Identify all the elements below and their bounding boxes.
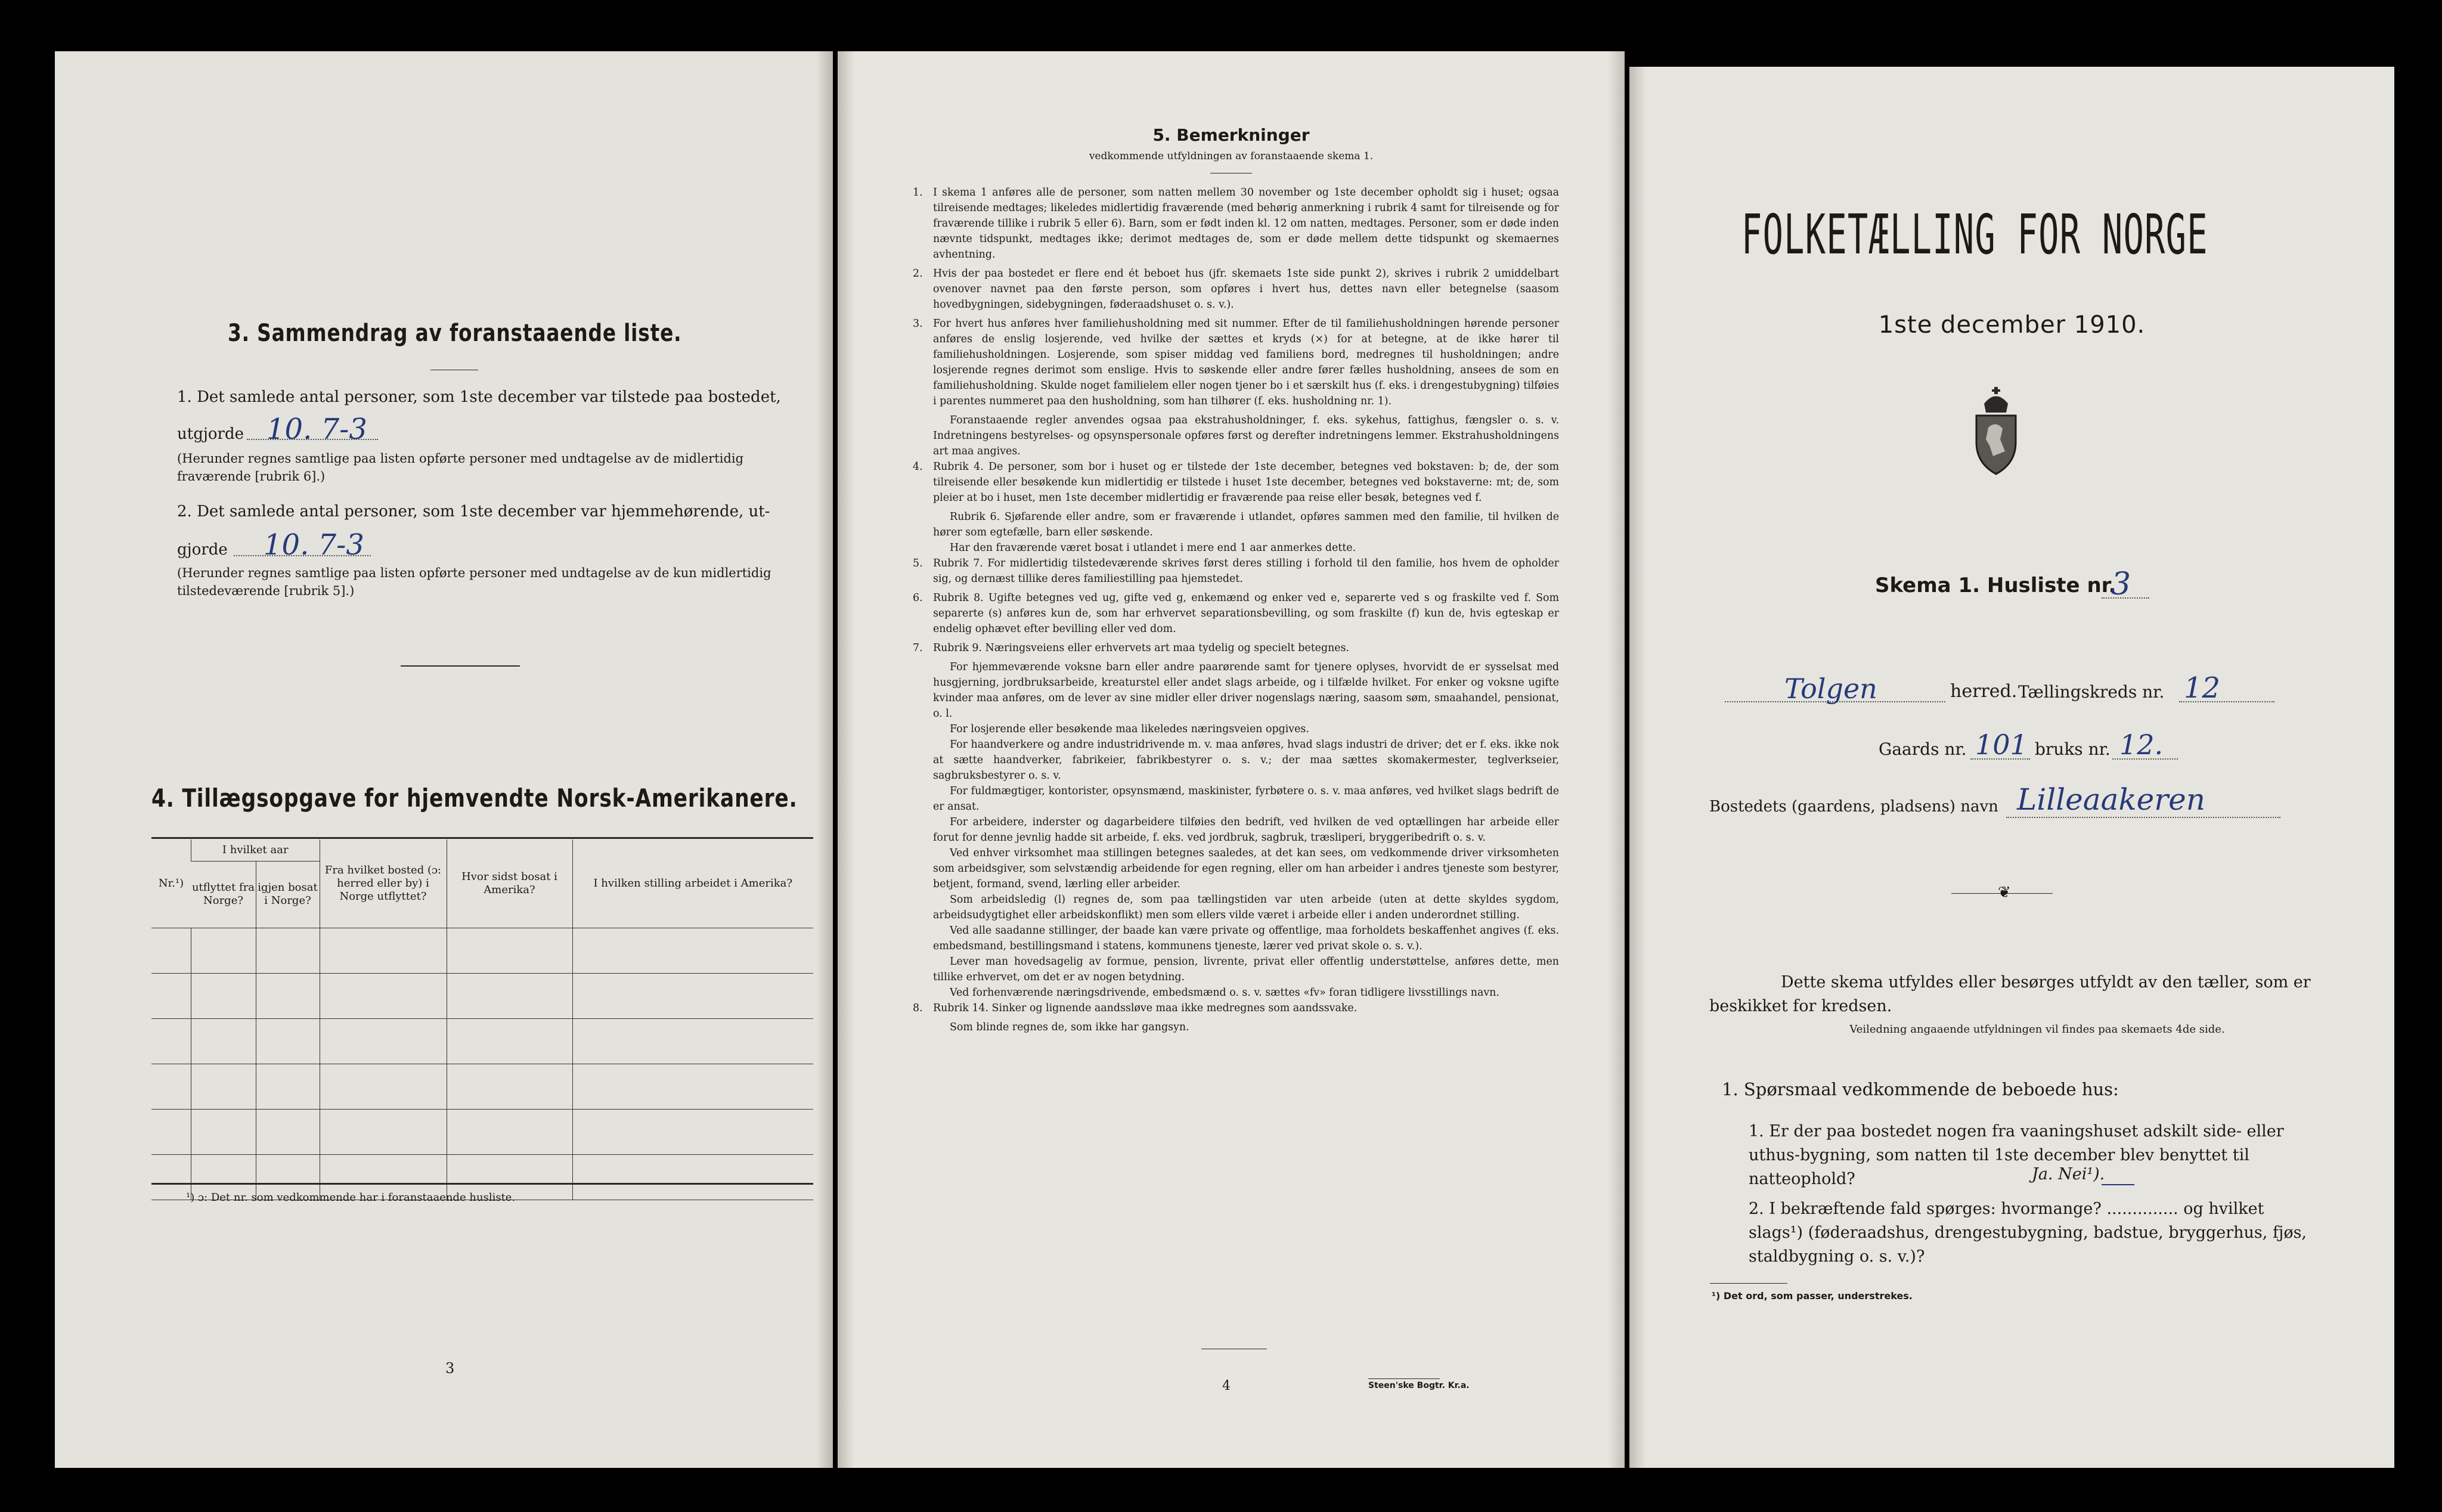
col-emigrated: utflyttet fra Norge? — [191, 861, 256, 928]
husliste-number: 3 — [2111, 566, 2131, 602]
page-fold-shadow — [838, 51, 854, 1468]
remark-paragraph — [913, 556, 1559, 587]
remark-paragraph — [933, 1020, 1559, 1035]
remark-number: 4. — [913, 461, 923, 473]
remark-paragraph — [933, 845, 1559, 892]
table-row — [151, 1109, 813, 1154]
remark-number: 6. — [913, 592, 923, 604]
remark-number: 2. — [913, 268, 923, 280]
bruks-number: 12. — [2119, 729, 2164, 761]
item-2-text: 2. Det samlede antal personer, som 1ste december var hjemmehørende, ut- — [177, 503, 770, 520]
remark-number: 5. — [913, 557, 923, 569]
divider — [1710, 1283, 1787, 1284]
section-4-title: 4. Tillægsopgave for hjemvendte Norsk-Amerikanere. — [151, 783, 798, 813]
col-group-year: I hvilket aar — [191, 839, 320, 861]
page-number: 3 — [445, 1360, 455, 1377]
herred-label: herred. — [1950, 681, 2018, 702]
remarks-subtitle: vedkommende utfyldningen av foranstaaende skema 1. — [1089, 150, 1374, 162]
page-number: 4 — [1222, 1378, 1231, 1393]
remark-text: Rubrik 14. Sinker og lignende aandssløve maa ikke medregnes som aandssvake. — [933, 1002, 1358, 1014]
bruks-label: bruks nr. — [2035, 739, 2111, 759]
table-row — [151, 1064, 813, 1109]
remark-text: For haandverkere og andre industridrivende m. v. maa anføres, hvad slags industri de driver; det er f. eks. ikke nok at sætte haandverker, fabrikeier, fabrikbestyrer o. s. v.; der maa sættes skomakermester, teglverkseier, sagbruksbestyrer o. s. v. — [933, 739, 1559, 782]
remark-paragraph — [933, 721, 1559, 737]
census-title: FOLKETÆLLING FOR NORGE — [1741, 203, 2208, 267]
remark-text: I skema 1 anføres alle de personer, som natten mellem 30 november og 1ste december opholdt sig i huset; ogsaa tilreisende medtages; likeledes midlertidig fraværende (med behørig anmerkning i rubrik 4 samt for tilreisende og for fraværende tillike i rubrik 5 eller 6). Barn, som er født inden kl. 12 om natten, medtages. Personer, som er døde inden nævnte tidspunkt, medtages ikke; derimot medtages de, som er døde mellem dette tidspunkt og skemaernes avhentning. — [933, 187, 1559, 261]
remark-text: For arbeidere, inderster og dagarbeidere tilføies den bedrift, ved hvilken de ved optællingen har arbeide eller forut for denne jevnlig hadde sit arbeide, f. eks. ved jordbruk, sagbruk, træsliperi, bryggeribedrift o. s. v. — [933, 816, 1559, 844]
remark-paragraph — [933, 540, 1559, 556]
answer-underline — [2102, 1184, 2134, 1185]
divider — [1368, 1378, 1440, 1379]
intro-text: Dette skema utfyldes eller besørges utfyldt av den tæller, som er beskikket for kredsen. — [1709, 973, 2311, 1015]
page-left — [55, 51, 833, 1468]
remark-paragraph — [933, 954, 1559, 985]
remark-paragraph — [933, 413, 1559, 459]
remark-number: 8. — [913, 1002, 923, 1014]
ornament-icon: ❦ — [1998, 884, 2011, 901]
remark-text: Lever man hovedsagelig av formue, pension, livrente, privat eller offentlig understøttelse, anføres dette, men tillike erhvervet, om det er av nogen betydning. — [933, 956, 1559, 983]
remark-paragraph — [933, 923, 1559, 954]
remark-paragraph — [913, 459, 1559, 506]
remark-text: Rubrik 8. Ugifte betegnes ved ug, gifte ved g, enkemænd og enker ved e, separerte ved s og fraskilte ved f. Som separerte (s) anføres kun de, som har erhvervet separationsbevilling, og som fraskilte (f) kun de, hvis egteskap er endelig ophævet efter bevilling eller ved dom. — [933, 592, 1559, 635]
remark-text: Rubrik 9. Næringsveiens eller erhvervets art maa tydelig og specielt betegnes. — [933, 642, 1350, 654]
col-position: I hvilken stilling arbeidet i Amerika? — [572, 839, 813, 928]
table-bottom-rule — [151, 1183, 813, 1185]
remark-text: Rubrik 4. De personer, som bor i huset og er tilstede der 1ste december, betegnes ved bokstaven: b; de, der som tilreisende eller besøkende kun midlertidig er tilstede i huset 1ste december, betegnes ved bokstaverne: mt; de, som pleier at bo i huset, men 1ste december midlertidig er fraværende paa reise eller besøk, betegnes ved f. — [933, 461, 1559, 504]
remark-number: 7. — [913, 642, 923, 654]
item-2-note: (Herunder regnes samtlige paa listen opførte personer med undtagelse av de kun midlertidig tilstedeværende [rubrik 5].) — [177, 566, 771, 598]
page-fold-shadow — [1608, 51, 1625, 1468]
remark-text: Har den fraværende været bosat i utlandet i mere end 1 aar anmerkes dette. — [950, 542, 1356, 554]
krets-label: Tællingskreds nr. — [2018, 682, 2165, 702]
printer-mark: Steen'ske Bogtr. Kr.a. — [1368, 1381, 1470, 1390]
remark-paragraph — [913, 316, 1559, 409]
page-middle — [838, 51, 1625, 1468]
guidance-text: Veiledning angaaende utfyldningen vil findes paa skemaets 4de side. — [1849, 1023, 2225, 1036]
question-1: 1. Er der paa bostedet nogen fra vaaningshuset adskilt side- eller uthus-bygning, som natten til 1ste december blev benyttet til natteophold? — [1749, 1122, 2284, 1188]
remarks-body — [913, 185, 1559, 1035]
question-1-answer: Ja. Nei¹). — [2032, 1165, 2105, 1183]
col-nr: Nr.¹) — [151, 839, 191, 928]
remark-paragraph — [913, 266, 1559, 312]
census-date: 1ste december 1910. — [1878, 311, 2146, 339]
bosted-name: Lilleaakeren — [2017, 782, 2205, 817]
remark-paragraph — [913, 640, 1559, 656]
gaards-label: Gaards nr. — [1879, 739, 1967, 759]
remark-text: Som arbeidsledig (l) regnes de, som paa tællingstiden var uten arbeide (uten at dette skyldes sygdom, arbeidsudygtighet eller arbeidskonflikt) men som ellers vilde været i arbeide eller i anden underordnet stilling. — [933, 894, 1559, 921]
item-1-note: (Herunder regnes samtlige paa listen opførte personer med undtagelse av de midlertidig fraværende [rubrik 6].) — [177, 451, 744, 484]
item-1-utgjorde: utgjorde — [177, 425, 244, 443]
remark-number: 3. — [913, 318, 923, 330]
remark-text: Hvis der paa bostedet er flere end ét beboet hus (jfr. skemaets 1ste side punkt 2), skrives i rubrik 2 umiddelbart ovenover navnet paa den første person, som opføres i hvert hus, dettes navn eller betegnelse (saasom hovedbygningen, sidebygningen, føderaadshuset o. s. v.). — [933, 268, 1559, 311]
remark-paragraph — [913, 590, 1559, 637]
col-from-where: Fra hvilket bosted (ɔ: herred eller by) i Norge utflyttet? — [320, 839, 447, 928]
remark-text: Ved enhver virksomhet maa stillingen betegnes saaledes, at det kan sees, om vedkommende driver virksomheten som arbeidsgiver, som selvstændig arbeidende for egen regning, eller om han arbeider i andres tjeneste som bestyrer, betjent, formand, svend, lærling eller arbeider. — [933, 847, 1559, 890]
item-2-handwritten-count: 10. 7-3 — [264, 528, 364, 562]
remark-text: Ved forhenværende næringsdrivende, embedsmænd o. s. v. sættes «fv» foran tidligere livsstillings navn. — [950, 987, 1499, 999]
item-1-handwritten-count: 10. 7-3 — [266, 413, 367, 446]
questions-heading: 1. Spørsmaal vedkommende de beboede hus: — [1722, 1079, 2119, 1099]
remark-text: Som blinde regnes de, som ikke har gangsyn. — [950, 1021, 1189, 1033]
krets-number: 12 — [2184, 671, 2221, 705]
remark-paragraph — [933, 783, 1559, 814]
remark-paragraph — [933, 737, 1559, 783]
remark-text: For hjemmeværende voksne barn eller andre paarørende samt for tjenere oplyses, hvorvidt de er sysselsat med husgjerning, jordbruksarbeide, kreaturstel eller andet slags arbeide, og i tilfælde hvilket. For enker og voksne ugifte kvinder maa anføres, om de lever av sine midler eller driver nogenslags næring, saasom søm, smaahandel, pensionat, o. l. — [933, 661, 1559, 720]
schema-label: Skema 1. Husliste nr. — [1875, 574, 2116, 597]
bosted-label: Bostedets (gaardens, pladsens) navn — [1709, 798, 1998, 816]
table-footnote: ¹) ɔ: Det nr. som vedkommende har i foranstaaende husliste. — [186, 1191, 516, 1204]
remark-text: For hvert hus anføres hver familiehusholdning med sit nummer. Efter de til familiehusholdningen hørende personer anføres de enslig losjerende, ved hvilke der sættes et kryds (×) for at betegne, at de ikke hører til familiehusholdningen. Losjerende, som spiser middag ved familiens bord, medregnes til husholdningen; andre losjerende regnes derimot som enslige. Hvis to søskende eller andre fører fælles husholdning, ansees de som en familiehusholdning. Skulde noget familielem eller nogen tjener bo i et særskilt hus (f. eks. i drengestubygning) tilføies i parentes nummeret paa den husholdning, som han tilhører (f. eks. husholdning nr. 1). — [933, 318, 1559, 407]
remark-paragraph — [933, 659, 1559, 721]
remark-text: Rubrik 6. Sjøfarende eller andre, som er fraværende i utlandet, opføres sammen med den familie, til hvilken de hører som egtefælle, barn eller søskende. — [933, 511, 1559, 538]
table-row — [151, 973, 813, 1018]
remark-text: Foranstaaende regler anvendes ogsaa paa ekstrahusholdninger, f. eks. sykehus, fattighus, fængsler o. s. v. Indretningens bestyrelses- og opsynspersonale opføres først og derefter indretningens lemmer. Ekstrahusholdningens art maa angives. — [933, 414, 1559, 457]
col-where-last: Hvor sidst bosat i Amerika? — [447, 839, 572, 928]
remark-paragraph — [933, 892, 1559, 923]
page-fold-shadow — [1629, 67, 1646, 1468]
page-fold-shadow — [816, 51, 833, 1468]
bosted-dotline — [2006, 817, 2280, 818]
remarks-title: 5. Bemerkninger — [1152, 125, 1310, 145]
divider — [401, 665, 520, 667]
gaards-number: 101 — [1975, 729, 2028, 761]
remark-paragraph — [913, 1000, 1559, 1016]
table-row — [151, 1018, 813, 1064]
item-1-text: 1. Det samlede antal personer, som 1ste december var tilstede paa bostedet, — [177, 388, 781, 406]
table-top-rule — [151, 837, 813, 839]
remark-paragraph — [933, 509, 1559, 540]
remark-paragraph — [933, 814, 1559, 845]
col-returned: igjen bosat i Norge? — [256, 861, 320, 928]
returned-emigrants-table — [151, 839, 813, 1200]
remark-paragraph — [913, 185, 1559, 262]
remark-text: Ved alle saadanne stillinger, der baade kan være private og offentlige, maa forholdets beskaffenhet angives (f. eks. embedsmand, bestillingsmand i statens, kommunens tjeneste, lærer ved privat skole o. s. v.). — [933, 925, 1559, 952]
remark-paragraph — [933, 985, 1559, 1000]
footnote: ¹) Det ord, som passer, understrekes. — [1712, 1290, 1913, 1302]
question-2: 2. I bekræftende fald spørges: hvormange? .............. og hvilket slags¹) (føderaadshus, drengestubygning, badstue, bryggerhus, fjøs, staldbygning o. s. v.)? — [1749, 1200, 2307, 1266]
remark-text: For fuldmægtiger, kontorister, opsynsmænd, maskinister, fyrbøtere o. s. v. maa anføres, ved hvilket slags bedrift de er ansat. — [933, 785, 1559, 813]
page-right — [1629, 67, 2394, 1468]
remark-number: 1. — [913, 187, 923, 199]
section-3-title: 3. Sammendrag av foranstaaende liste. — [228, 320, 682, 347]
herred-name: Tolgen — [1784, 673, 1877, 705]
remark-text: For losjerende eller besøkende maa likeledes næringsveien opgives. — [950, 723, 1309, 735]
item-2-utgjorde: gjorde — [177, 541, 228, 559]
norway-coat-of-arms-icon — [1963, 386, 2029, 478]
table-row — [151, 928, 813, 973]
remark-text: Rubrik 7. For midlertidig tilstedeværende skrives først deres stilling i forhold til den familie, hos hvem de opholder sig, og dernæst tillike deres familiestilling paa hjemstedet. — [933, 557, 1559, 585]
